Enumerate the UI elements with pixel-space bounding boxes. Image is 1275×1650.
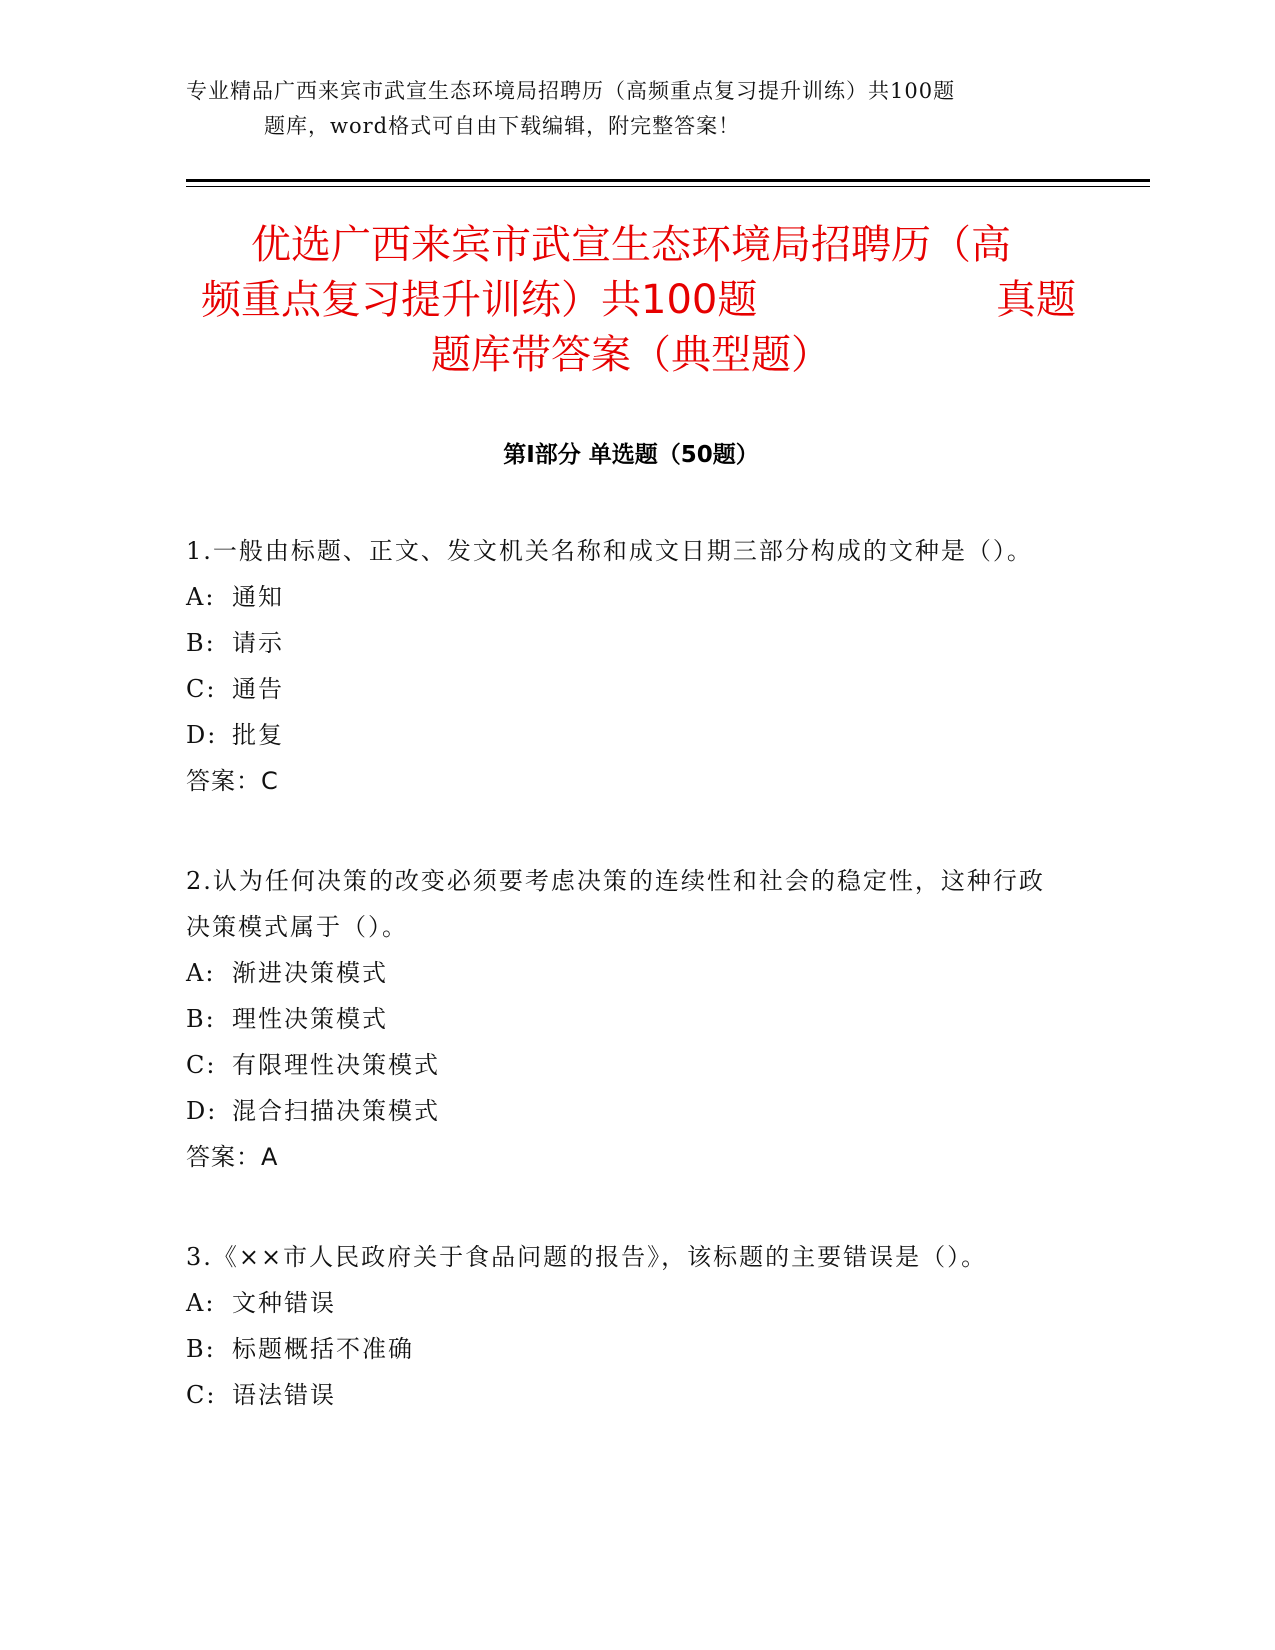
question-1 xyxy=(186,528,1066,804)
option-b xyxy=(186,620,1066,666)
answer: 答案：C xyxy=(186,767,279,795)
header-divider-thin xyxy=(186,186,1150,187)
option-text: 通告 xyxy=(232,675,284,703)
option-d xyxy=(186,1088,1066,1134)
option-c xyxy=(186,666,1066,712)
option-b xyxy=(186,1326,1066,1372)
option-text: 通知 xyxy=(232,583,284,611)
option-label: D: xyxy=(186,721,218,749)
option-text: 文种错误 xyxy=(232,1289,336,1317)
option-text: 批复 xyxy=(232,721,284,749)
option-text: 理性决策模式 xyxy=(232,1005,388,1033)
option-label: B: xyxy=(186,1335,216,1363)
option-label: C: xyxy=(186,1381,217,1409)
option-label: A: xyxy=(186,583,216,611)
question-list xyxy=(186,528,1066,1472)
option-text: 语法错误 xyxy=(232,1381,336,1409)
header-line-1: 专业精品广西来宾市武宣生态环境局招聘历（高频重点复习提升训练）共100题 xyxy=(186,79,956,103)
option-text: 渐进决策模式 xyxy=(232,959,388,987)
title-row-3: 题库带答案（典型题） xyxy=(431,332,831,378)
option-c xyxy=(186,1042,1066,1088)
header-divider-thick xyxy=(186,179,1150,182)
option-label: C: xyxy=(186,1051,217,1079)
option-label: A: xyxy=(186,959,216,987)
header-line-2: 题库，word格式可自由下载编辑，附完整答案！ xyxy=(264,114,741,138)
option-a xyxy=(186,950,1066,996)
document-header xyxy=(186,74,1056,144)
answer: 答案：A xyxy=(186,1143,279,1171)
question-stem: 1.一般由标题、正文、发文机关名称和成文日期三部分构成的文种是（）。 xyxy=(186,537,1033,565)
option-text: 混合扫描决策模式 xyxy=(232,1097,440,1125)
question-2 xyxy=(186,858,1066,1180)
option-text: 标题概括不准确 xyxy=(232,1335,414,1363)
option-label: B: xyxy=(186,1005,216,1033)
option-label: B: xyxy=(186,629,216,657)
question-3 xyxy=(186,1234,1066,1418)
option-text: 请示 xyxy=(232,629,284,657)
option-label: D: xyxy=(186,1097,218,1125)
option-label: A: xyxy=(186,1289,216,1317)
document-title xyxy=(186,218,1076,383)
option-c xyxy=(186,1372,1066,1418)
title-row-2 xyxy=(186,273,1076,328)
option-d xyxy=(186,712,1066,758)
title-row-2-left: 频重点复习提升训练）共100题 xyxy=(201,277,758,323)
question-stem: 3.《××市人民政府关于食品问题的报告》，该标题的主要错误是（）。 xyxy=(186,1243,988,1271)
option-b xyxy=(186,996,1066,1042)
option-a xyxy=(186,574,1066,620)
question-stem: 2.认为任何决策的改变必须要考虑决策的连续性和社会的稳定性，这种行政决策模式属于（）。 xyxy=(186,867,1045,941)
option-text: 有限理性决策模式 xyxy=(232,1051,440,1079)
option-label: C: xyxy=(186,675,217,703)
title-row-1: 优选广西来宾市武宣生态环境局招聘历（高 xyxy=(251,222,1011,268)
option-a xyxy=(186,1280,1066,1326)
section-heading: 第Ⅰ部分 单选题（50题） xyxy=(503,442,759,468)
title-row-2-right: 真题 xyxy=(996,277,1076,323)
